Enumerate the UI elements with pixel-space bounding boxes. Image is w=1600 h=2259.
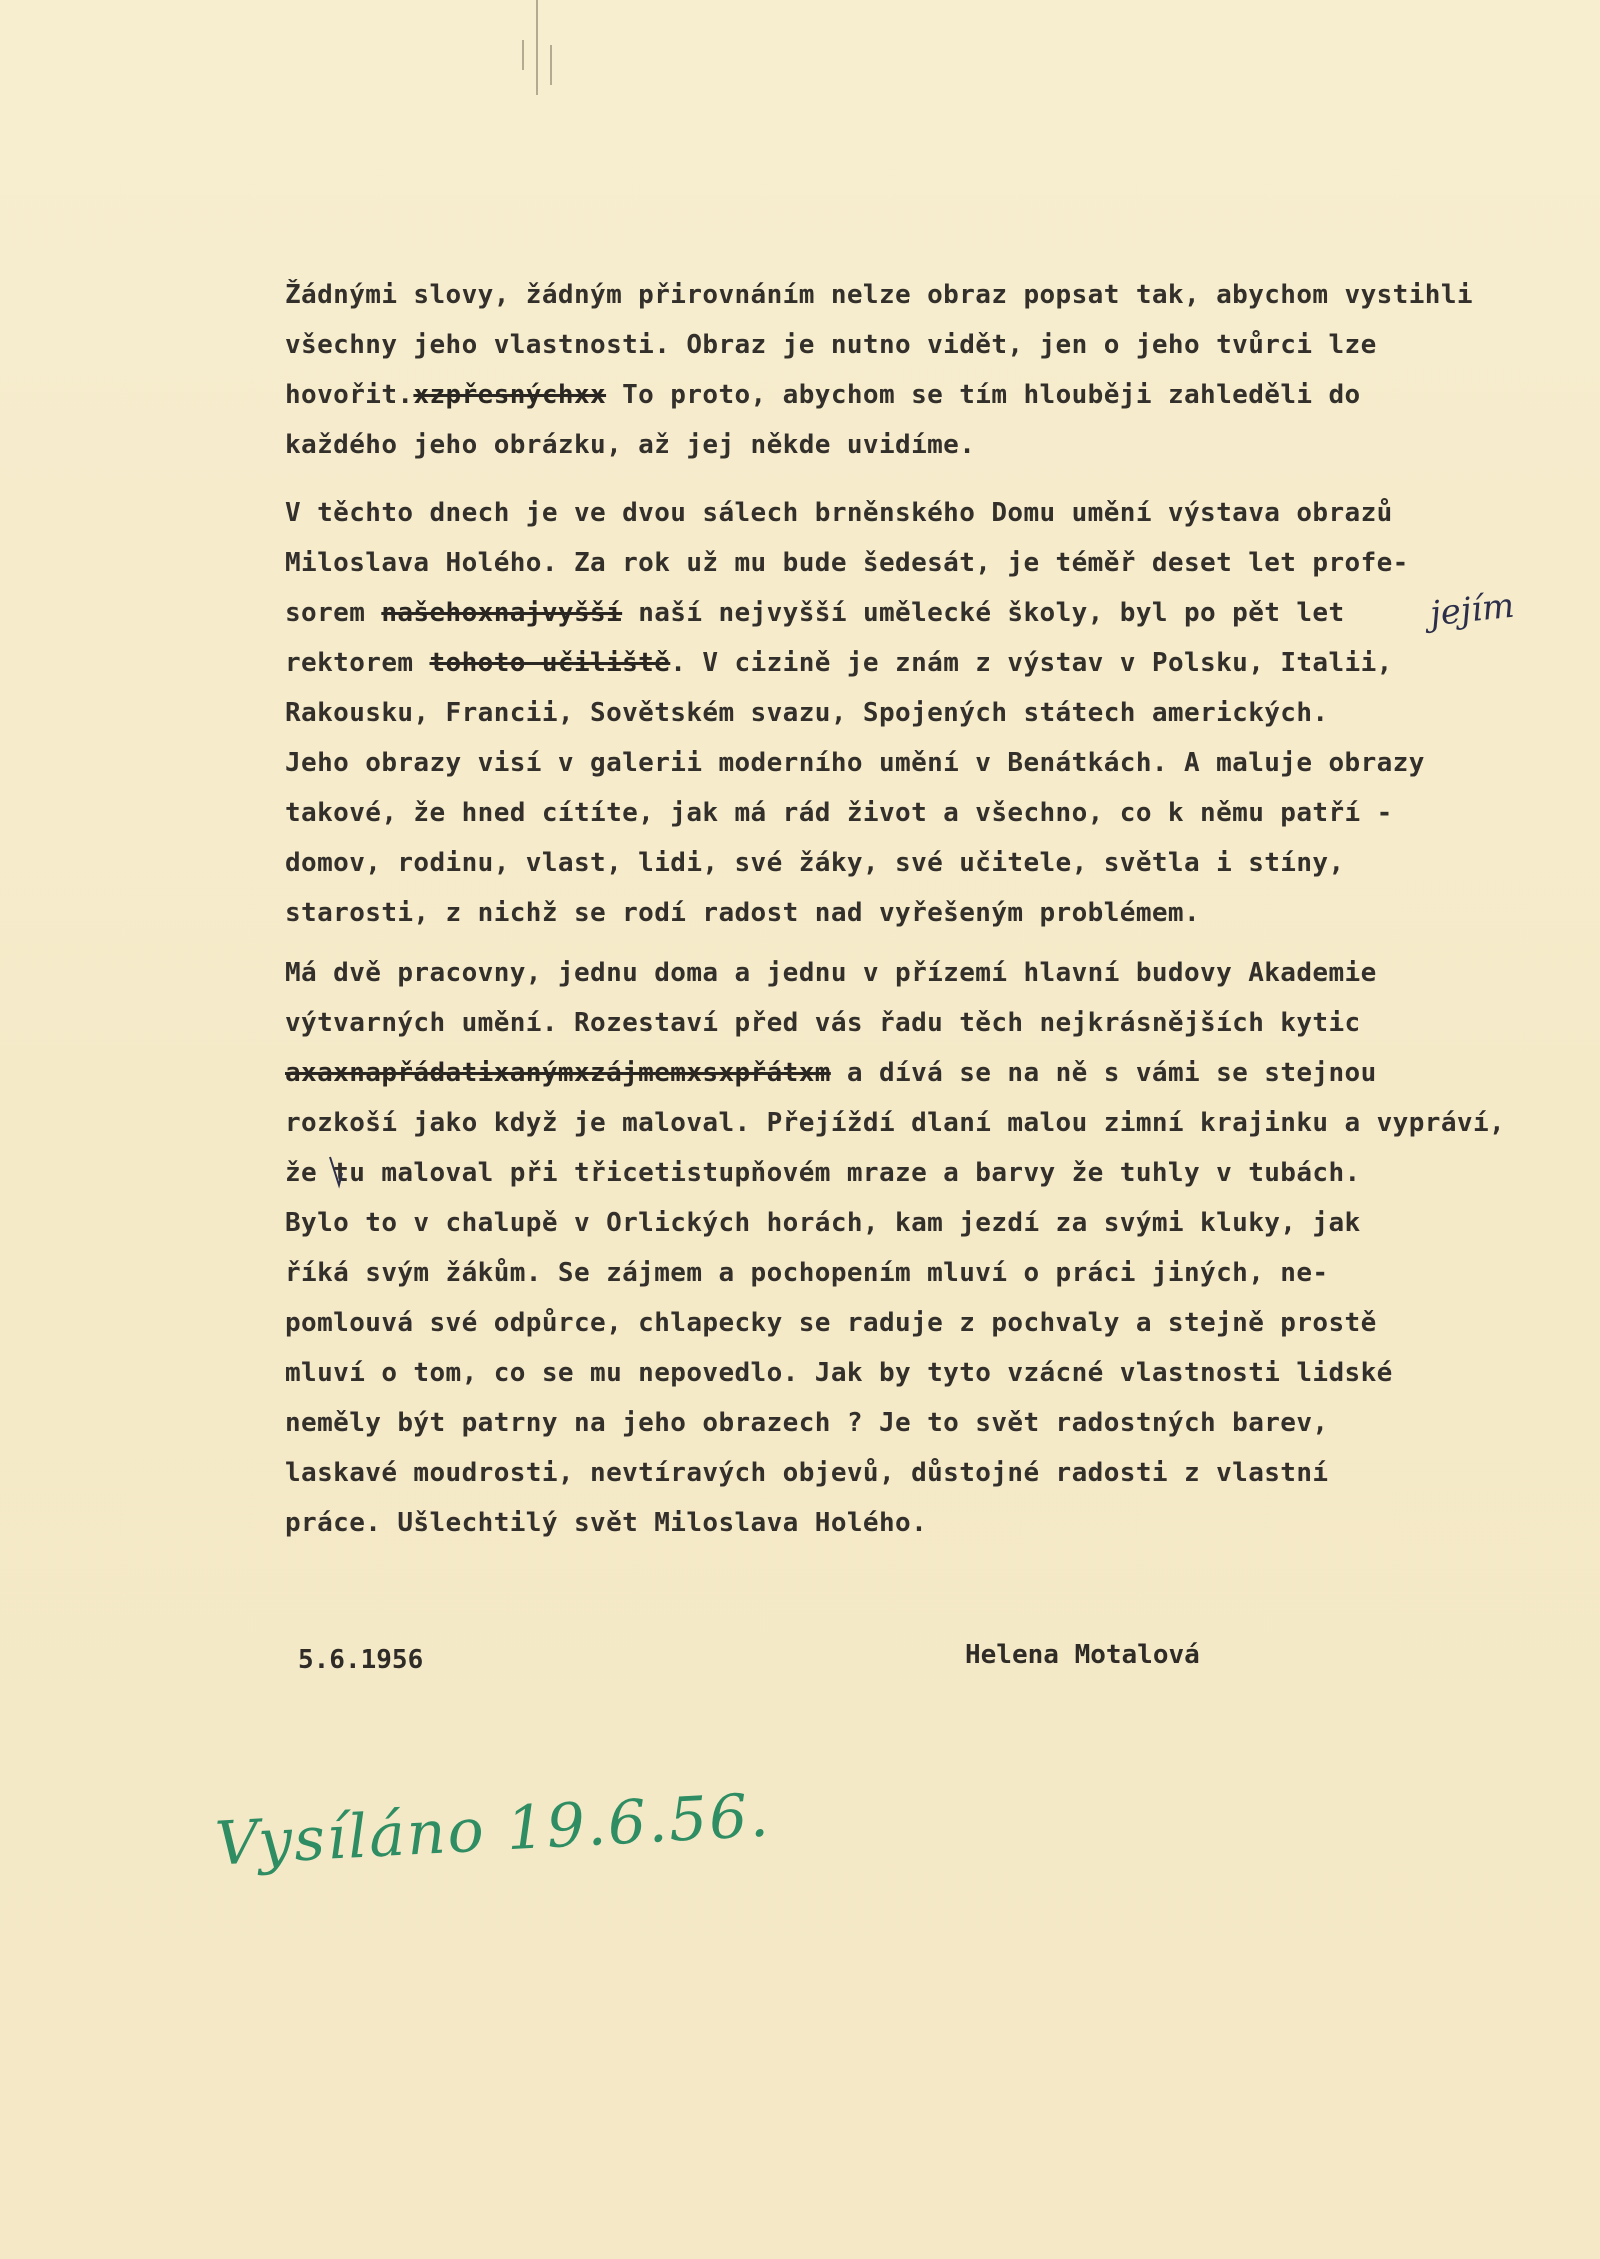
struck-text: našehoxnajvyšší <box>381 598 623 628</box>
text-line: rozkoší jako když je maloval. Přejíždí dlaní malou zimní krajinku a vypráví, <box>285 1108 1506 1138</box>
text-line: Jeho obrazy visí v galerii moderního umění v Benátkách. A maluje obrazy <box>285 748 1425 778</box>
text-line: V těchto dnech je ve dvou sálech brněnského Domu umění výstava obrazů <box>285 498 1393 528</box>
text-line: Bylo to v chalupě v Orlických horách, kam jezdí za svými kluky, jak <box>285 1208 1361 1238</box>
text-line: pomlouvá své odpůrce, chlapecky se raduje z pochvaly a stejně prostě <box>285 1308 1377 1338</box>
paragraph-1 <box>285 270 1525 470</box>
text-line: laskavé moudrosti, nevtíravých objevů, důstojné radosti z vlastní <box>285 1458 1329 1488</box>
text-line: Má dvě pracovny, jednu doma a jednu v přízemí hlavní budovy Akademie <box>285 958 1377 988</box>
document-date: 5.6.1956 <box>298 1645 424 1675</box>
text-line: starosti, z nichž se rodí radost nad vyřešeným problémem. <box>285 898 1201 928</box>
text-line-with-strikethrough: sorem našehoxnajvyšší naší nejvyšší umělecké školy, byl po pět let <box>285 588 1525 638</box>
text-line: říká svým žákům. Se zájmem a pochopením mluví o práci jiných, ne- <box>285 1258 1329 1288</box>
text-line: domov, rodinu, vlast, lidi, své žáky, své učitele, světla i stíny, <box>285 848 1345 878</box>
text-line: Rakousku, Francii, Sovětském svazu, Spojených státech amerických. <box>285 698 1329 728</box>
text-line-with-strikethrough: hovořit.xzpřesnýchxx To proto, abychom se tím hlouběji zahleděli do <box>285 370 1525 420</box>
paper-edge-marks <box>520 0 560 110</box>
author-name: Helena Motalová <box>965 1640 1200 1670</box>
text-line: takové, že hned cítíte, jak má rád život a všechno, co k němu patří - <box>285 798 1393 828</box>
text-line: mluví o tom, co se mu nepovedlo. Jak by tyto vzácné vlastnosti lidské <box>285 1358 1393 1388</box>
paragraph-3 <box>285 948 1525 1548</box>
struck-text: tohoto učiliště <box>429 648 671 678</box>
handwritten-insert: jejím <box>1428 585 1517 635</box>
paragraph-2 <box>285 488 1525 938</box>
text-line-with-strikethrough: rektorem tohoto učiliště. V cizině je znám z výstav v Polsku, Italii, <box>285 638 1525 688</box>
text-line: neměly být patrny na jeho obrazech ? Je to svět radostných barev, <box>285 1408 1329 1438</box>
text-line: výtvarných umění. Rozestaví před vás řadu těch nejkrásnějších kytic <box>285 1008 1361 1038</box>
text-line: každého jeho obrázku, až jej někde uvidíme. <box>285 430 976 460</box>
struck-text: axaxnapřádatixanýmxzájmemxsxpřátxm <box>285 1058 831 1088</box>
text-line: Žádnými slovy, žádným přirovnáním nelze obraz popsat tak, abychom vystihli <box>285 280 1473 310</box>
broadcast-annotation: Vysíláno 19.6.56. <box>213 1780 773 1880</box>
text-line: práce. Ušlechtilý svět Miloslava Holého. <box>285 1508 928 1538</box>
text-line: všechny jeho vlastnosti. Obraz je nutno vidět, jen o jeho tvůrci lze <box>285 330 1377 360</box>
text-line: že tu maloval při třicetistupňovém mraze a barvy že tuhly v tubách. <box>285 1158 1361 1188</box>
text-line-with-strikethrough: axaxnapřádatixanýmxzájmemxsxpřátxm a dívá se na ně s vámi se stejnou <box>285 1048 1525 1098</box>
insertion-caret-icon <box>327 1155 343 1191</box>
text-line: Miloslava Holého. Za rok už mu bude šedesát, je téměř deset let profe- <box>285 548 1409 578</box>
struck-text: xzpřesnýchxx <box>413 380 607 410</box>
